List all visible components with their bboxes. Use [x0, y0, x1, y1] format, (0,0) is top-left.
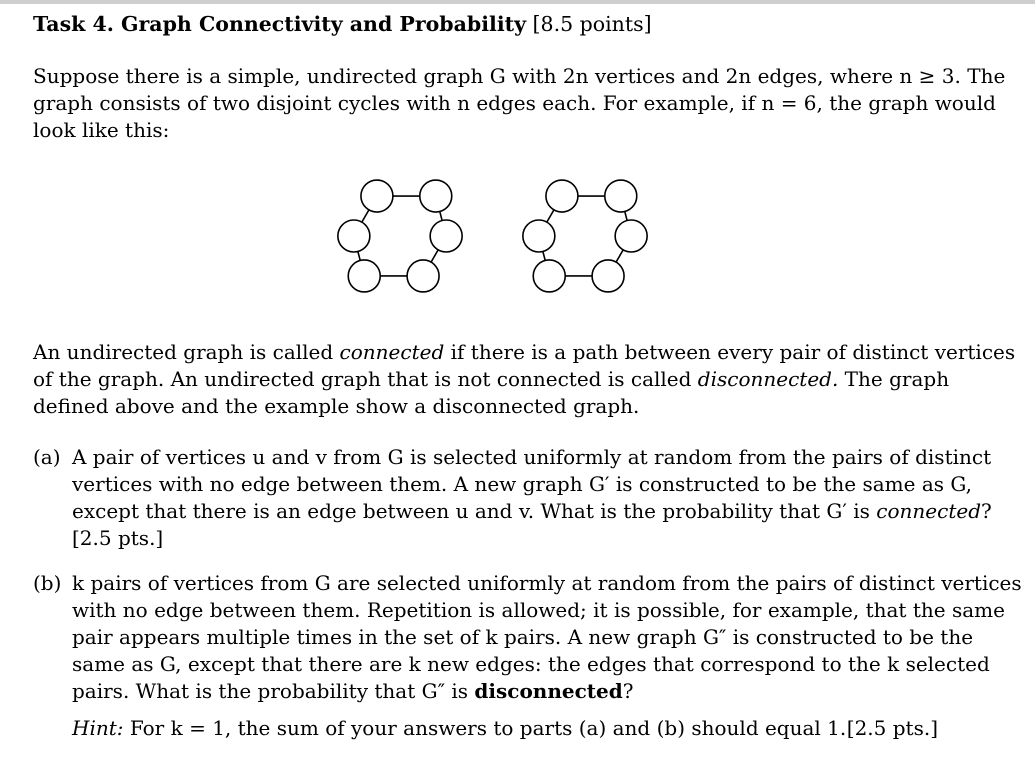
part-b-line: k pairs of vertices from G are selected uniformly at random from the pairs of distinct vertices: [72, 571, 1022, 595]
definition-line: of the graph. An undirected graph that is not connected is called disconnected. The graph: [33, 367, 950, 391]
intro-line: graph consists of two disjoint cycles with n edges each. For example, if n = 6, the graph would: [33, 91, 996, 115]
graph-edge: [616, 250, 623, 262]
part-b-label: (b): [33, 571, 62, 595]
term-disconnected: disconnected.: [697, 367, 839, 391]
hint-label: Hint:: [72, 716, 124, 740]
graph-edge: [440, 212, 442, 221]
definition-line: defined above and the example show a disconnected graph.: [33, 394, 640, 418]
graph-vertex: [420, 180, 452, 212]
example-graph-figure: [318, 166, 658, 302]
graph-vertex: [592, 260, 624, 292]
part-b-body: [72, 570, 1022, 705]
part-b-line: same as G, except that there are k new edges: the edges that correspond to the k selected: [72, 652, 990, 676]
graph-vertex: [533, 260, 565, 292]
graph-vertex: [615, 220, 647, 252]
top-rule: [0, 0, 1035, 4]
graph-vertex: [338, 220, 370, 252]
definition-paragraph: [33, 339, 1016, 420]
task-title: [33, 9, 652, 39]
hint-row: [72, 715, 938, 742]
part-b-line: with no edge between them. Repetition is allowed; it is possible, for example, that the same: [72, 598, 1005, 622]
part-a-line: A pair of vertices u and v from G is selected uniformly at random from the pairs of distinct: [72, 445, 992, 469]
graph-vertex: [348, 260, 380, 292]
part-a-label: (a): [33, 445, 61, 469]
term-connected: connected: [876, 499, 982, 523]
graph-vertex: [361, 180, 393, 212]
part-a-body: [72, 444, 992, 552]
term-disconnected-bold: disconnected: [474, 679, 623, 703]
part-a-points: [2.5 pts.]: [72, 526, 164, 550]
definition-line: An undirected graph is called connected if there is a path between every pair of distinct vertices: [33, 340, 1016, 364]
graph-edge: [543, 251, 545, 260]
graph-edge: [431, 250, 438, 262]
task-points: [8.5 points]: [532, 12, 652, 36]
graph-edge: [625, 212, 627, 221]
graph-edge: [362, 210, 369, 222]
intro-paragraph: [33, 63, 1006, 144]
graph-vertex: [407, 260, 439, 292]
graph-vertex: [605, 180, 637, 212]
part-a-line: vertices with no edge between them. A new graph G′ is constructed to be the same as G,: [72, 472, 972, 496]
intro-line: Suppose there is a simple, undirected graph G with 2n vertices and 2n edges, where n ≥ 3. The: [33, 64, 1006, 88]
part-a-line: except that there is an edge between u and v. What is the probability that G′ is connected?: [72, 499, 992, 523]
graph-vertex: [430, 220, 462, 252]
part-b-line: pair appears multiple times in the set of k pairs. A new graph G″ is constructed to be the: [72, 625, 974, 649]
task-title-text: Task 4. Graph Connectivity and Probability: [33, 12, 527, 36]
part-b-points: [2.5 pts.]: [846, 716, 938, 740]
hint-text: For k = 1, the sum of your answers to parts (a) and (b) should equal 1.: [123, 716, 847, 740]
graph-vertex: [523, 220, 555, 252]
term-connected: connected: [339, 340, 445, 364]
graph-vertex: [546, 180, 578, 212]
part-b-line: pairs. What is the probability that G″ is disconnected?: [72, 679, 634, 703]
graph-edge: [547, 210, 554, 222]
graph-edge: [358, 251, 360, 260]
intro-line: look like this:: [33, 118, 170, 142]
